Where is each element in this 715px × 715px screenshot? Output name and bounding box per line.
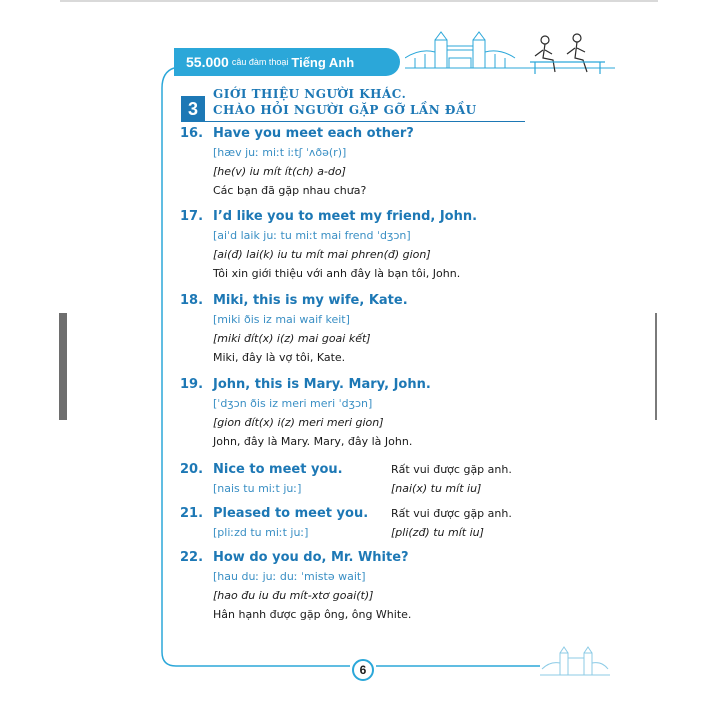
- section-number: 3: [181, 96, 205, 122]
- scan-edge-left: [59, 313, 67, 420]
- entry-english: I’d like you to meet my friend, John.: [213, 209, 478, 224]
- entry-ipa: [hæv juː miːt iːtʃ ˈʌðə(r)]: [213, 146, 347, 159]
- entry-vietnamese: Các bạn đã gặp nhau chưa?: [213, 184, 367, 197]
- banner-number: 55.000: [186, 54, 229, 70]
- entry-number: 20.: [180, 462, 204, 477]
- entry-english: Have you meet each other?: [213, 126, 414, 141]
- entry-english: Miki, this is my wife, Kate.: [213, 293, 408, 308]
- entry-vietnamese: Miki, đây là vợ tôi, Kate.: [213, 351, 346, 364]
- banner-lang: Tiếng Anh: [291, 54, 355, 70]
- entry-ipa: [aiˈd laik juː tu miːt mai frend ˈdʒɔn]: [213, 229, 411, 242]
- entry-pronunciation: [nai(x) tu mít iu]: [391, 482, 482, 495]
- section-underline: [205, 121, 525, 122]
- entry-ipa: [miki ðis iz mai waif keit]: [213, 313, 350, 326]
- entry-number: 19.: [180, 377, 204, 392]
- entry-number: 21.: [180, 506, 204, 521]
- entry-pronunciation: [miki đít(x) i(z) mai goai kết]: [213, 332, 371, 345]
- banner-mid: câu đàm thoại: [231, 57, 289, 67]
- entry-english: Nice to meet you.: [213, 462, 343, 477]
- entry-english: John, this is Mary. Mary, John.: [213, 377, 431, 392]
- entry-vietnamese: John, đây là Mary. Mary, đây là John.: [213, 435, 413, 448]
- entry-pronunciation: [he(v) iu mít ít(ch) a-do]: [213, 165, 346, 178]
- small-bridge-icon: [540, 645, 610, 683]
- entry-english: Pleased to meet you.: [213, 506, 369, 521]
- tower-bridge-icon: [405, 28, 625, 83]
- entry-ipa: [hau duː juː duː ˈmistə wait]: [213, 570, 366, 583]
- entry-pronunciation: [pli(zđ) tu mít iu]: [391, 526, 484, 539]
- entry-pronunciation: [gion đít(x) i(z) meri meri gion]: [213, 416, 384, 429]
- section-title-line2: CHÀO HỎI NGƯỜI GẶP GỠ LẦN ĐẦU: [213, 103, 477, 117]
- entry-ipa: [pliːzd tu miːt juː]: [213, 526, 309, 539]
- entry-vietnamese: Tôi xin giới thiệu với anh đây là bạn tôi, John.: [213, 267, 461, 280]
- entry-number: 22.: [180, 550, 204, 565]
- section-title-line1: GIỚI THIỆU NGƯỜI KHÁC.: [213, 87, 407, 101]
- entry-vietnamese: Hân hạnh được gặp ông, ông White.: [213, 608, 412, 621]
- entry-pronunciation: [hao đu iu đu mít-xtơ goai(t)]: [213, 589, 374, 602]
- section-title: [213, 86, 477, 118]
- scan-edge-right: [655, 313, 657, 420]
- page-number: 6: [352, 659, 374, 681]
- entry-english: How do you do, Mr. White?: [213, 550, 409, 565]
- entry-vietnamese: Rất vui được gặp anh.: [391, 463, 512, 476]
- entry-number: 17.: [180, 209, 204, 224]
- entry-number: 18.: [180, 293, 204, 308]
- entry-vietnamese: Rất vui được gặp anh.: [391, 507, 512, 520]
- entry-ipa: [ˈdʒɔn ðis iz meri meri ˈdʒɔn]: [213, 397, 373, 410]
- entry-number: 16.: [180, 126, 204, 141]
- top-rule: [60, 0, 658, 2]
- book-title-banner: [174, 48, 400, 76]
- entry-ipa: [nais tu miːt juː]: [213, 482, 302, 495]
- entry-pronunciation: [ai(đ) lai(k) iu tu mít mai phren(đ) gion]: [213, 248, 431, 261]
